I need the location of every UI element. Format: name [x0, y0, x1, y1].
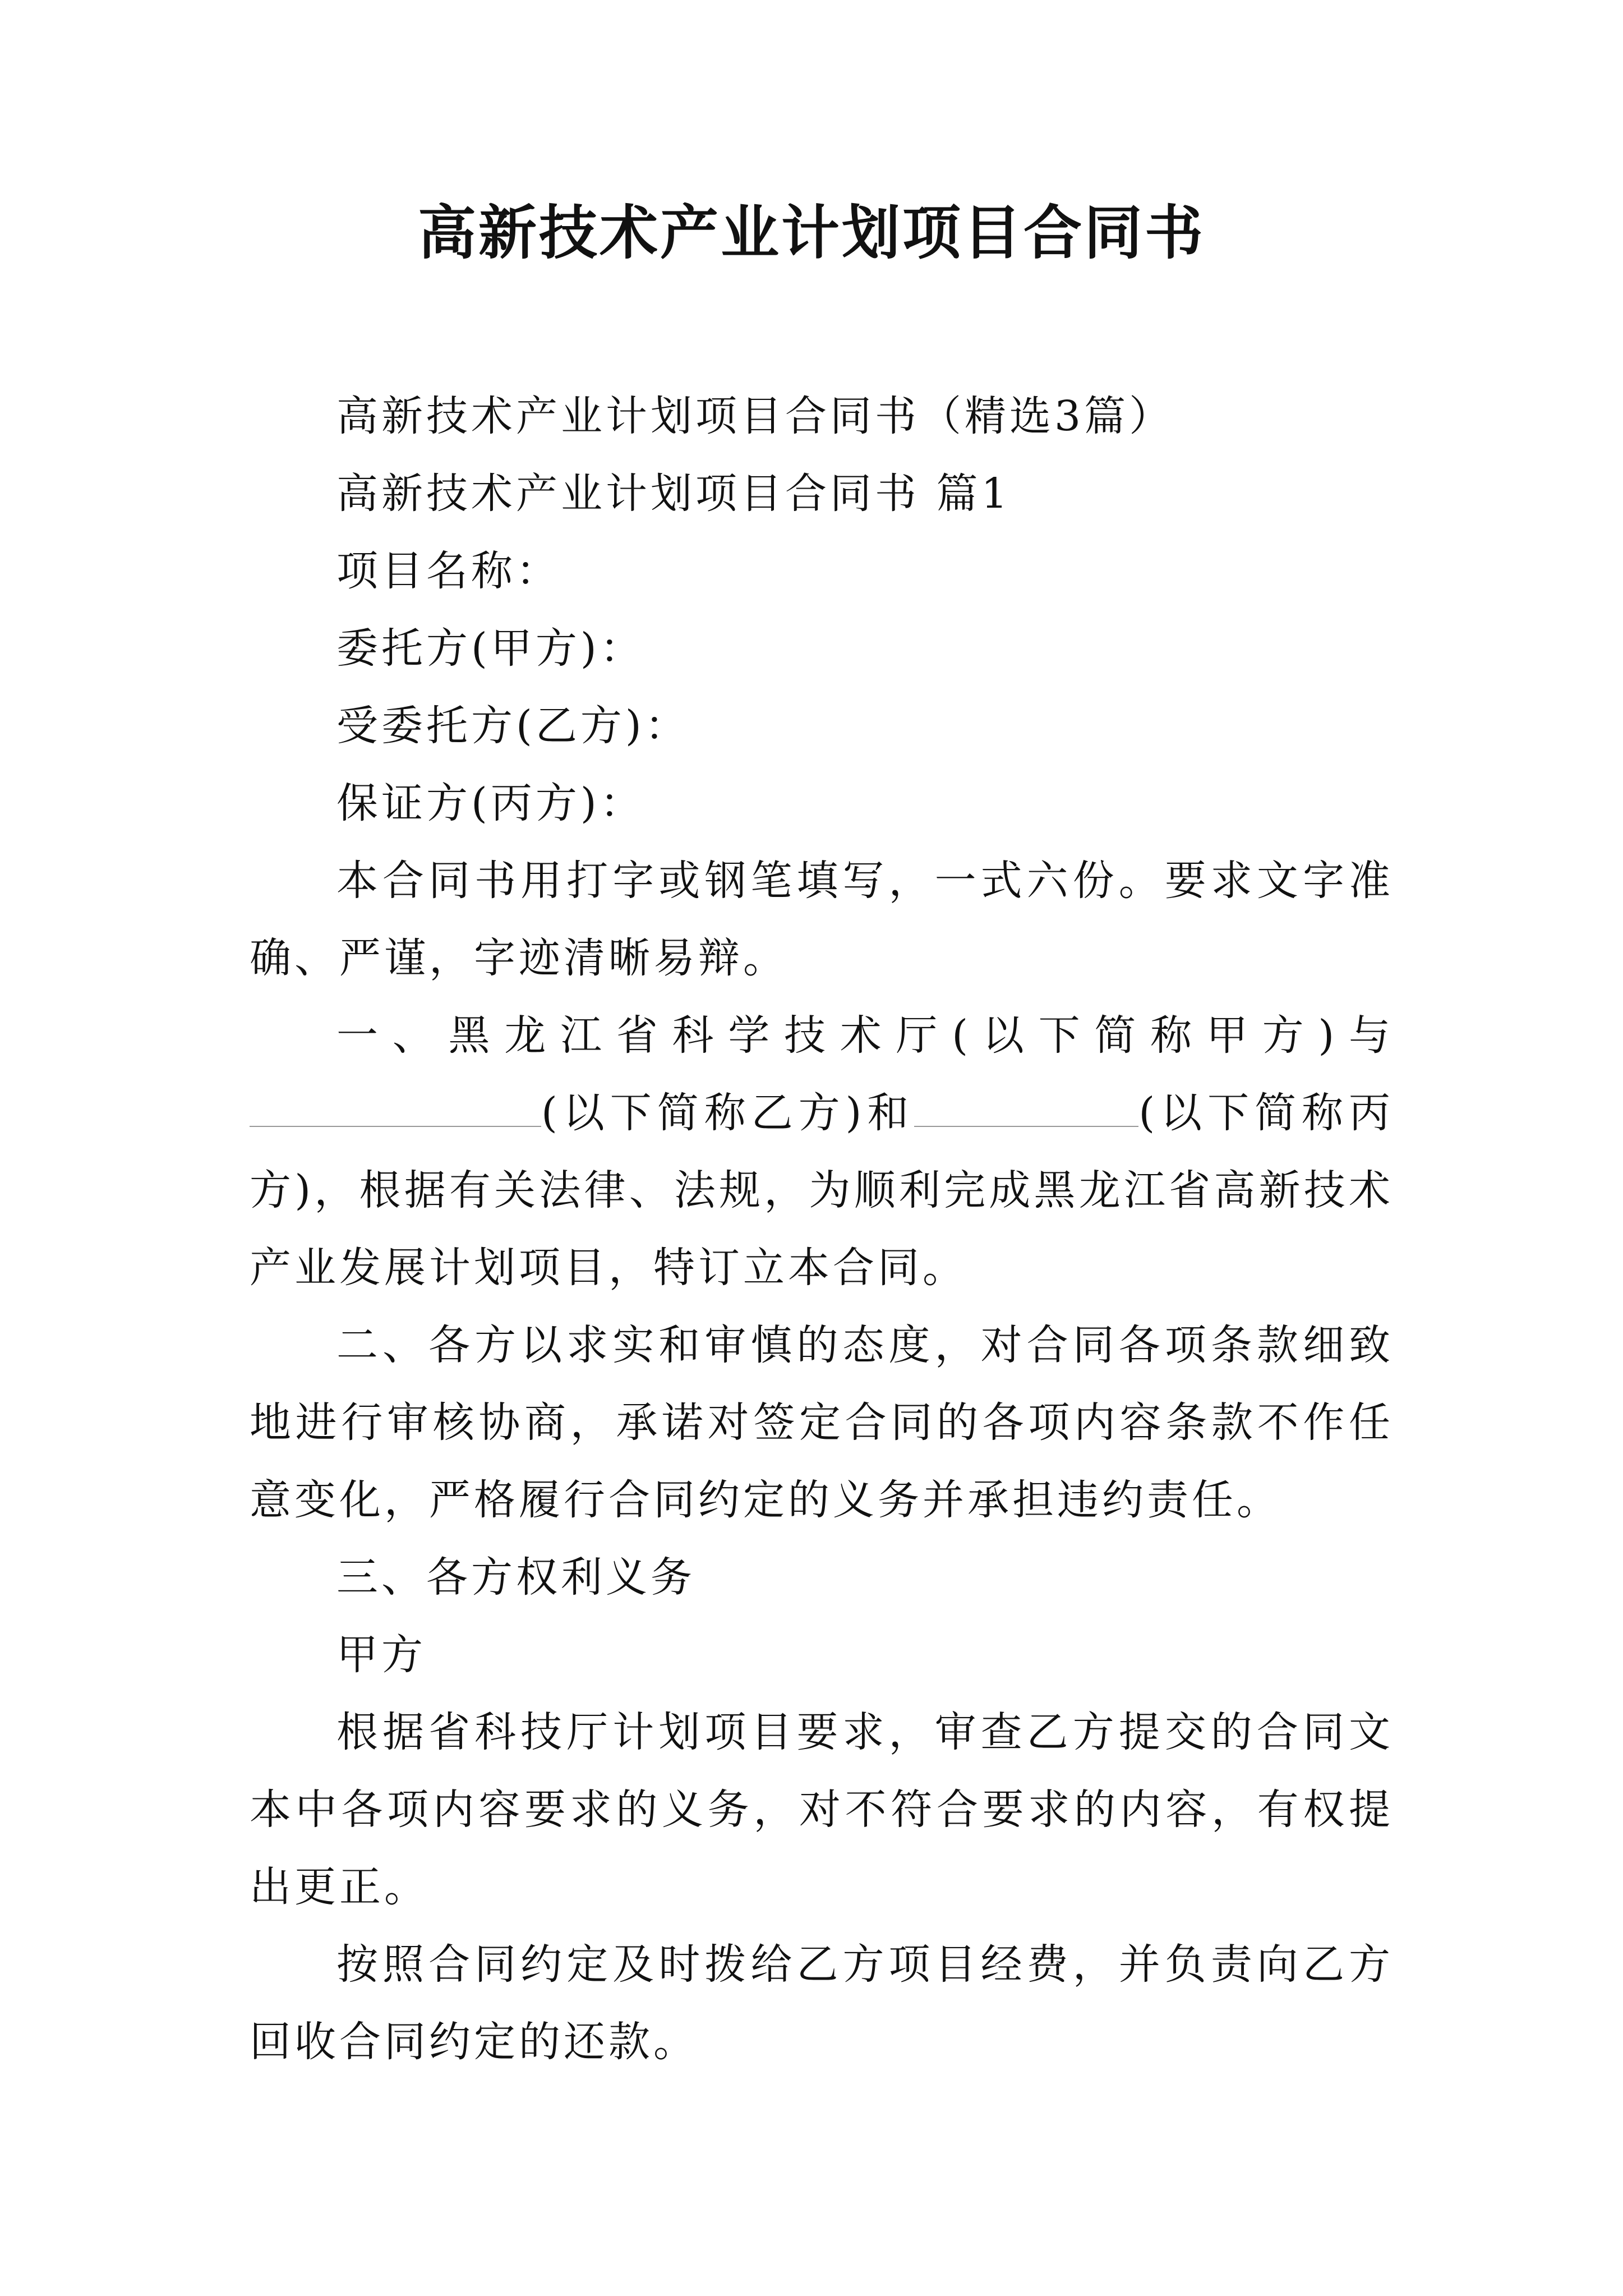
party-a-line: 委托方(甲方)：	[336, 624, 645, 673]
paragraph-party-a-rights: 根据省科技厅计划项目要求，审查乙方提交的合同文本中各项内容要求的义务，对不符合要求的内容，有权提出更正。	[250, 1708, 1394, 1911]
paragraph-clause-one	[250, 997, 1394, 1306]
clause-one-end: (以下简称丙方)，根据有关法律、法规，为顺利完成黑龙江省高新技术产业发展计划项目，特订立本合同。	[250, 1089, 1394, 1292]
paragraph-clause-three: 三、各方权利义务	[336, 1553, 695, 1602]
document-title: 高新技术产业计划项目合同书	[417, 198, 1205, 267]
party-c-line: 保证方(丙方)：	[336, 779, 645, 827]
paragraph-clause-two: 二、各方以求实和审慎的态度，对合同各项条款细致地进行审核协商，承诺对签定合同的各项内容条款不作任意变化，严格履行合同约定的义务并承担违约责任。	[250, 1321, 1394, 1524]
section-heading: 高新技术产业计划项目合同书 篇1	[336, 470, 1011, 518]
party-b-line: 受委托方(乙方)：	[336, 702, 690, 750]
paragraph-party-a-heading: 甲方	[336, 1631, 426, 1679]
clause-one-mid: (以下简称乙方)和	[541, 1089, 915, 1137]
blank-party-c[interactable]	[914, 1090, 1138, 1127]
paragraph-instructions: 本合同书用打字或钢笔填写，一式六份。要求文字准确、严谨，字迹清晰易辩。	[250, 857, 1394, 982]
subtitle-line: 高新技术产业计划项目合同书（精选3篇）	[336, 392, 1174, 440]
clause-one-start: 一、黑龙江省科学技术厅(以下简称甲方)与	[336, 1011, 1394, 1060]
blank-party-b[interactable]	[250, 1090, 541, 1127]
paragraph-party-a-funding: 按照合同约定及时拨给乙方项目经费，并负责向乙方回收合同约定的还款。	[250, 1940, 1394, 2066]
document-body	[250, 378, 1394, 2081]
project-name-line: 项目名称：	[336, 547, 561, 595]
